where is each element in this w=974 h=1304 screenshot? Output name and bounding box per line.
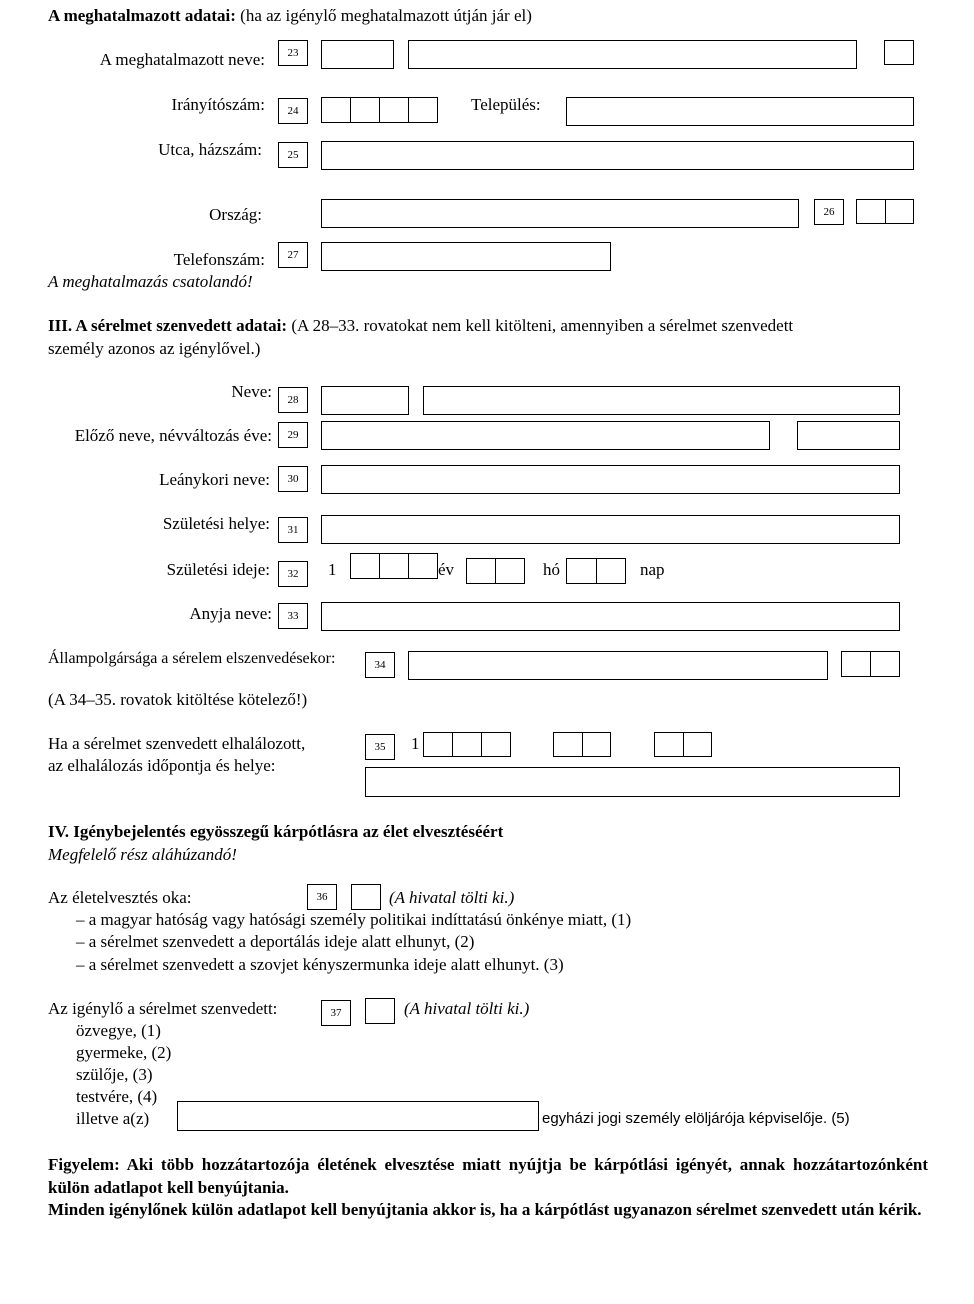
field-number-31: 31: [278, 517, 308, 543]
attach-note: A meghatalmazás csatolandó!: [48, 272, 253, 291]
proxy-code-box[interactable]: [884, 40, 914, 65]
zip-label: Irányítószám:: [171, 95, 265, 114]
field-number-29: 29: [278, 422, 308, 448]
birthdate-label: Születési ideje:: [166, 560, 270, 579]
cause-option-2[interactable]: – a sérelmet szenvedett a deportálás ideje alatt elhunyt, (2): [76, 932, 475, 951]
mother-name-field[interactable]: [321, 602, 900, 631]
death-label-line1: Ha a sérelmet szenvedett elhalálozott,: [48, 734, 306, 753]
victim-name-field[interactable]: [423, 386, 900, 415]
mother-name-label: Anyja neve:: [189, 604, 272, 623]
city-field[interactable]: [566, 97, 914, 126]
proxy-name-label: A meghatalmazott neve:: [99, 50, 265, 69]
relation-option-4[interactable]: testvére, (4): [76, 1087, 158, 1106]
victim-name-prefix-field[interactable]: [321, 386, 409, 415]
year-label: év: [438, 560, 455, 579]
field-number-34: 34: [365, 652, 395, 678]
birth-month-field[interactable]: [466, 558, 525, 584]
birthplace-label: Születési helye:: [162, 514, 270, 533]
cause-code-box[interactable]: [351, 884, 381, 910]
death-label-line2: az elhalálozás időpontja és helye:: [48, 756, 276, 775]
prev-name-label: Előző neve, névváltozás éve:: [74, 426, 272, 445]
zip-code-field[interactable]: [321, 97, 438, 123]
relation-option-1[interactable]: özvegye, (1): [76, 1021, 161, 1040]
citizenship-label: Állampolgársága a sérelem elszenvedésekor:: [48, 650, 336, 667]
birth-year-prefix: 1: [328, 560, 337, 579]
month-label: hó: [543, 560, 560, 579]
field-number-24: 24: [278, 98, 308, 124]
name-change-year-field[interactable]: [797, 421, 900, 450]
relation-option-2[interactable]: gyermeke, (2): [76, 1043, 172, 1062]
country-label: Ország:: [209, 205, 262, 224]
death-place-field[interactable]: [365, 767, 900, 797]
field-number-25: 25: [278, 142, 308, 168]
section-2-title: A meghatalmazott adatai: (ha az igénylő meghatalmazott útján jár el): [48, 6, 532, 25]
field-number-23: 23: [278, 40, 308, 66]
proxy-name-prefix-field[interactable]: [321, 40, 394, 69]
proxy-name-field[interactable]: [408, 40, 857, 69]
cause-option-3[interactable]: – a sérelmet szenvedett a szovjet kényszermunka ideje alatt elhunyt. (3): [76, 955, 564, 974]
victim-name-label: Neve:: [231, 382, 272, 401]
relation-option-3[interactable]: szülője, (3): [76, 1065, 153, 1084]
notice-paragraph-2: Minden igénylőnek külön adatlapot kell benyújtania akkor is, ha a kárpótlást ugyanazon sérelmet szenvedett után kérik.: [48, 1200, 922, 1219]
section-4-title: IV. Igénybejelentés egyösszegű kárpótlásra az élet elvesztéséért: [48, 822, 504, 841]
cause-label: Az életelvesztés oka:: [48, 888, 192, 907]
phone-label: Telefonszám:: [173, 250, 265, 269]
field-number-32: 32: [278, 561, 308, 587]
death-day-field[interactable]: [654, 732, 712, 757]
mandatory-note: (A 34–35. rovatok kitöltése kötelező!): [48, 690, 308, 709]
section-3-title-cont: személy azonos az igénylővel.): [48, 339, 261, 358]
field-number-27: 27: [278, 242, 308, 268]
country-field[interactable]: [321, 199, 799, 228]
cause-option-1[interactable]: – a magyar hatóság vagy hatósági személy politikai indíttatású önkénye miatt, (1): [76, 910, 632, 929]
citizenship-code-field[interactable]: [841, 651, 900, 677]
death-year-prefix: 1: [411, 734, 420, 753]
prev-name-field[interactable]: [321, 421, 770, 450]
birthplace-field[interactable]: [321, 515, 900, 544]
claimant-label: Az igénylő a sérelmet szenvedett:: [48, 999, 278, 1018]
birth-year-field[interactable]: [350, 553, 438, 579]
claimant-office-note: (A hivatal tölti ki.): [404, 999, 530, 1018]
phone-field[interactable]: [321, 242, 611, 271]
street-label: Utca, házszám:: [158, 140, 262, 159]
relation-option-5-suffix[interactable]: egyházi jogi személy elöljárója képviselője. (5): [542, 1110, 850, 1127]
claimant-code-box[interactable]: [365, 998, 395, 1024]
field-number-28: 28: [278, 387, 308, 413]
field-number-36: 36: [307, 884, 337, 910]
section-3-title: III. A sérelmet szenvedett adatai: (A 28–33. rovatokat nem kell kitölteni, amennyiben a sérelmet szenvedett: [48, 316, 794, 335]
section-4-subtitle: Megfelelő rész aláhúzandó!: [48, 845, 237, 864]
field-number-37: 37: [321, 1000, 351, 1026]
maiden-name-label: Leánykori neve:: [159, 470, 270, 489]
field-number-33: 33: [278, 603, 308, 629]
country-code-field[interactable]: [856, 199, 914, 224]
street-field[interactable]: [321, 141, 914, 170]
relation-option-5-prefix[interactable]: illetve a(z): [76, 1109, 150, 1128]
death-year-field[interactable]: [423, 732, 511, 757]
maiden-name-field[interactable]: [321, 465, 900, 494]
day-label: nap: [640, 560, 665, 579]
citizenship-field[interactable]: [408, 651, 828, 680]
field-number-30: 30: [278, 466, 308, 492]
city-label: Település:: [471, 95, 541, 114]
field-number-26: 26: [814, 199, 844, 225]
notice-paragraph-1: Figyelem: Aki több hozzátartozója életének elvesztése miatt nyújtja be kárpótlási igényét, annak hozzátartozónként külön adatlapot kell benyújtania.: [48, 1155, 928, 1197]
birth-day-field[interactable]: [566, 558, 626, 584]
church-entity-field[interactable]: [177, 1101, 539, 1131]
field-number-35: 35: [365, 734, 395, 760]
death-month-field[interactable]: [553, 732, 611, 757]
cause-office-note: (A hivatal tölti ki.): [389, 888, 515, 907]
